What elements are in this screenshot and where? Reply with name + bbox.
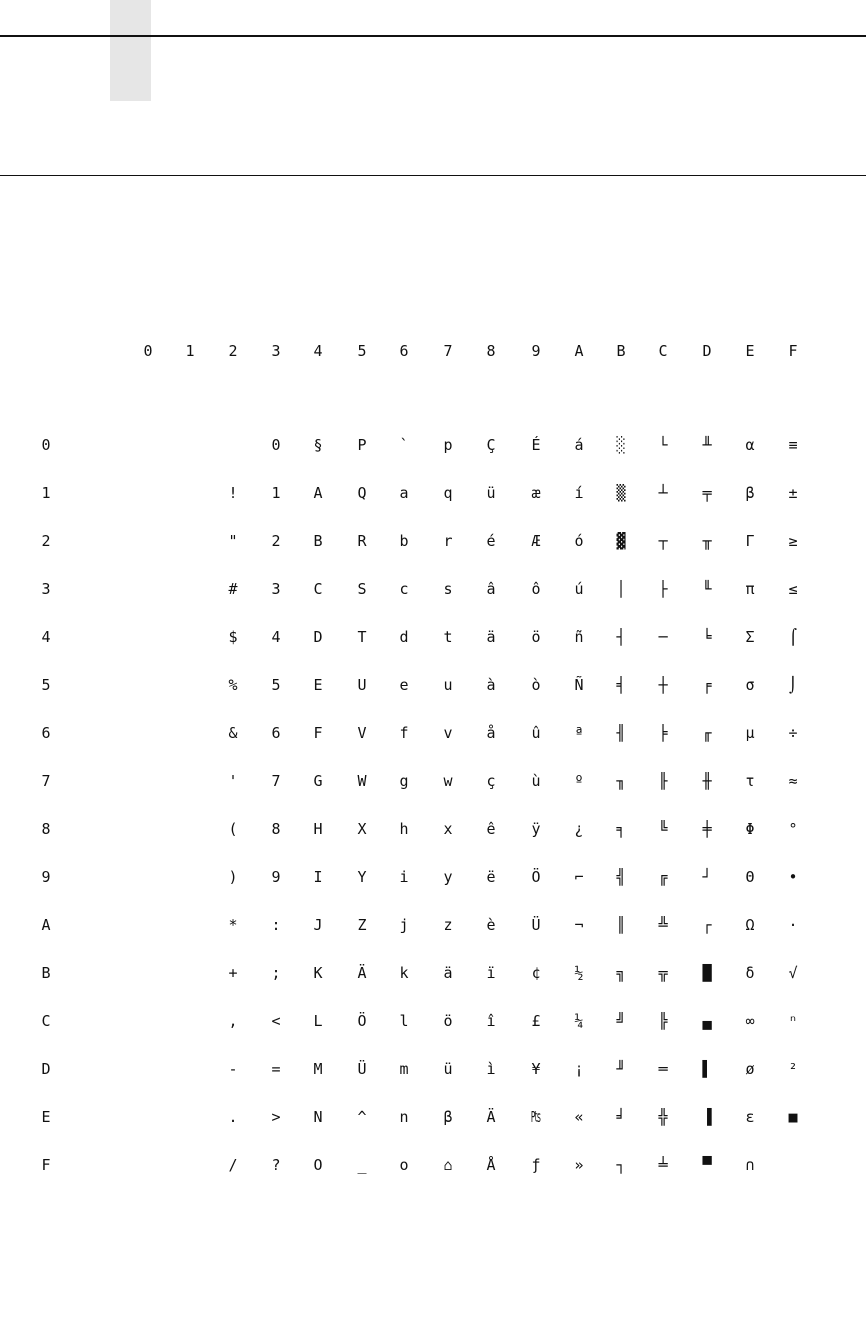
char-cell-93: ô	[531, 580, 541, 598]
column-header-A: A	[574, 342, 584, 360]
char-cell-E0: α	[745, 436, 755, 454]
char-cell-9F: ƒ	[531, 1156, 541, 1174]
char-cell-4C: L	[313, 1012, 323, 1030]
char-cell-D8: ╪	[702, 820, 712, 838]
char-cell-E2: Γ	[745, 532, 755, 550]
char-cell-43: C	[313, 580, 323, 598]
char-cell-E9: Θ	[745, 868, 755, 886]
char-cell-4E: N	[313, 1108, 323, 1126]
char-cell-D3: ╙	[702, 580, 712, 598]
char-cell-C1: ┴	[658, 484, 668, 502]
char-cell-ED: ø	[745, 1060, 755, 1078]
char-cell-2C: ,	[228, 1012, 238, 1030]
char-cell-BC: ╝	[616, 1012, 626, 1030]
char-cell-EB: δ	[745, 964, 755, 982]
char-cell-C4: ─	[658, 628, 668, 646]
char-cell-F4: ⌠	[788, 628, 798, 646]
char-cell-84: ä	[486, 628, 496, 646]
char-cell-6A: j	[399, 916, 409, 934]
char-cell-76: v	[443, 724, 453, 742]
char-cell-EA: Ω	[745, 916, 755, 934]
char-cell-3B: ;	[271, 964, 281, 982]
char-cell-A9: ⌐	[574, 868, 584, 886]
char-cell-5F: _	[357, 1156, 367, 1174]
char-cell-60: `	[399, 436, 409, 454]
row-header-4: 4	[41, 628, 51, 646]
char-cell-5D: Ü	[357, 1060, 367, 1078]
char-cell-22: "	[228, 532, 238, 550]
char-cell-91: æ	[531, 484, 541, 502]
char-cell-9C: £	[531, 1012, 541, 1030]
column-header-0: 0	[143, 342, 153, 360]
row-header-B: B	[41, 964, 51, 982]
char-cell-51: Q	[357, 484, 367, 502]
char-cell-79: y	[443, 868, 453, 886]
char-cell-94: ö	[531, 628, 541, 646]
char-cell-AB: ½	[574, 964, 584, 982]
char-cell-CB: ╦	[658, 964, 668, 982]
char-cell-DC: ▄	[702, 1012, 712, 1030]
char-cell-37: 7	[271, 772, 281, 790]
char-cell-CF: ╧	[658, 1156, 668, 1174]
row-header-8: 8	[41, 820, 51, 838]
char-cell-D4: ╘	[702, 628, 712, 646]
char-cell-58: X	[357, 820, 367, 838]
char-cell-C8: ╚	[658, 820, 668, 838]
char-cell-30: 0	[271, 436, 281, 454]
char-cell-AE: «	[574, 1108, 584, 1126]
char-cell-25: %	[228, 676, 238, 694]
char-cell-9D: ¥	[531, 1060, 541, 1078]
char-cell-5A: Z	[357, 916, 367, 934]
char-cell-3D: =	[271, 1060, 281, 1078]
char-cell-5C: Ö	[357, 1012, 367, 1030]
char-cell-D9: ┘	[702, 868, 712, 886]
char-cell-FC: ⁿ	[788, 1012, 798, 1030]
char-cell-B6: ╢	[616, 724, 626, 742]
char-cell-C7: ╟	[658, 772, 668, 790]
char-cell-54: T	[357, 628, 367, 646]
char-cell-E8: Φ	[745, 820, 755, 838]
char-cell-B9: ╣	[616, 868, 626, 886]
row-header-1: 1	[41, 484, 51, 502]
char-cell-FA: ·	[788, 916, 798, 934]
char-cell-31: 1	[271, 484, 281, 502]
char-cell-8B: ï	[486, 964, 496, 982]
char-cell-96: û	[531, 724, 541, 742]
char-cell-4A: J	[313, 916, 323, 934]
char-cell-DD: ▌	[702, 1060, 712, 1078]
char-cell-41: A	[313, 484, 323, 502]
char-cell-D1: ╤	[702, 484, 712, 502]
column-header-9: 9	[531, 342, 541, 360]
char-cell-C9: ╔	[658, 868, 668, 886]
char-cell-E6: µ	[745, 724, 755, 742]
char-cell-FE: ■	[788, 1108, 798, 1126]
char-cell-A8: ¿	[574, 820, 584, 838]
char-cell-68: h	[399, 820, 409, 838]
char-cell-C5: ┼	[658, 676, 668, 694]
char-cell-A7: º	[574, 772, 584, 790]
char-cell-63: c	[399, 580, 409, 598]
char-cell-A5: Ñ	[574, 676, 584, 694]
char-cell-34: 4	[271, 628, 281, 646]
char-cell-A4: ñ	[574, 628, 584, 646]
char-cell-73: s	[443, 580, 453, 598]
char-cell-A1: í	[574, 484, 584, 502]
char-cell-71: q	[443, 484, 453, 502]
column-header-3: 3	[271, 342, 281, 360]
char-cell-E1: β	[745, 484, 755, 502]
char-cell-2E: .	[228, 1108, 238, 1126]
char-cell-5B: Ä	[357, 964, 367, 982]
char-cell-90: É	[531, 436, 541, 454]
char-cell-9E: ₧	[531, 1108, 541, 1126]
char-cell-B4: ┤	[616, 628, 626, 646]
char-cell-CE: ╬	[658, 1108, 668, 1126]
char-cell-85: à	[486, 676, 496, 694]
char-cell-70: p	[443, 436, 453, 454]
char-cell-AA: ¬	[574, 916, 584, 934]
row-header-D: D	[41, 1060, 51, 1078]
char-cell-6B: k	[399, 964, 409, 982]
char-cell-DE: ▐	[702, 1108, 712, 1126]
char-cell-B0: ░	[616, 436, 626, 454]
char-cell-29: )	[228, 868, 238, 886]
char-cell-62: b	[399, 532, 409, 550]
char-cell-F7: ≈	[788, 772, 798, 790]
char-cell-8E: Ä	[486, 1108, 496, 1126]
column-header-1: 1	[185, 342, 195, 360]
char-cell-DF: ▀	[702, 1156, 712, 1174]
char-cell-44: D	[313, 628, 323, 646]
column-header-6: 6	[399, 342, 409, 360]
char-cell-A6: ª	[574, 724, 584, 742]
char-cell-78: x	[443, 820, 453, 838]
char-cell-8A: è	[486, 916, 496, 934]
char-cell-BB: ╗	[616, 964, 626, 982]
char-cell-BD: ╜	[616, 1060, 626, 1078]
char-cell-C0: └	[658, 436, 668, 454]
char-cell-98: ÿ	[531, 820, 541, 838]
char-cell-B7: ╖	[616, 772, 626, 790]
row-header-E: E	[41, 1108, 51, 1126]
char-cell-BE: ╛	[616, 1108, 626, 1126]
char-cell-67: g	[399, 772, 409, 790]
column-header-7: 7	[443, 342, 453, 360]
char-cell-B1: ▒	[616, 484, 626, 502]
char-cell-6C: l	[399, 1012, 409, 1030]
char-cell-F3: ≤	[788, 580, 798, 598]
char-cell-AD: ¡	[574, 1060, 584, 1078]
char-cell-F2: ≥	[788, 532, 798, 550]
char-cell-CA: ╩	[658, 916, 668, 934]
char-cell-72: r	[443, 532, 453, 550]
char-cell-87: ç	[486, 772, 496, 790]
char-cell-81: ü	[486, 484, 496, 502]
char-cell-6F: o	[399, 1156, 409, 1174]
char-cell-6E: n	[399, 1108, 409, 1126]
char-cell-49: I	[313, 868, 323, 886]
row-header-7: 7	[41, 772, 51, 790]
char-cell-B8: ╕	[616, 820, 626, 838]
char-cell-5E: ^	[357, 1108, 367, 1126]
char-cell-48: H	[313, 820, 323, 838]
row-header-2: 2	[41, 532, 51, 550]
char-cell-23: #	[228, 580, 238, 598]
row-header-F: F	[41, 1156, 51, 1174]
char-cell-28: (	[228, 820, 238, 838]
char-cell-7E: β	[443, 1108, 453, 1126]
char-cell-4F: O	[313, 1156, 323, 1174]
char-cell-56: V	[357, 724, 367, 742]
char-cell-3E: >	[271, 1108, 281, 1126]
char-cell-69: i	[399, 868, 409, 886]
char-cell-E5: σ	[745, 676, 755, 694]
char-cell-D7: ╫	[702, 772, 712, 790]
char-cell-8D: ì	[486, 1060, 496, 1078]
char-cell-3F: ?	[271, 1156, 281, 1174]
column-header-8: 8	[486, 342, 496, 360]
char-cell-59: Y	[357, 868, 367, 886]
char-cell-77: w	[443, 772, 453, 790]
char-cell-82: é	[486, 532, 496, 550]
char-cell-BF: ┐	[616, 1156, 626, 1174]
char-cell-6D: m	[399, 1060, 409, 1078]
char-cell-C3: ├	[658, 580, 668, 598]
char-cell-2D: -	[228, 1060, 238, 1078]
char-cell-61: a	[399, 484, 409, 502]
char-cell-7D: ü	[443, 1060, 453, 1078]
column-header-B: B	[616, 342, 626, 360]
char-cell-40: §	[313, 436, 323, 454]
char-cell-83: â	[486, 580, 496, 598]
char-cell-EC: ∞	[745, 1012, 755, 1030]
char-cell-EE: ε	[745, 1108, 755, 1126]
char-cell-D6: ╓	[702, 724, 712, 742]
char-cell-50: P	[357, 436, 367, 454]
column-header-2: 2	[228, 342, 238, 360]
char-cell-80: Ç	[486, 436, 496, 454]
row-header-A: A	[41, 916, 51, 934]
row-header-3: 3	[41, 580, 51, 598]
char-cell-F8: °	[788, 820, 798, 838]
char-cell-7A: z	[443, 916, 453, 934]
char-cell-9A: Ü	[531, 916, 541, 934]
column-header-5: 5	[357, 342, 367, 360]
char-cell-F0: ≡	[788, 436, 798, 454]
char-cell-DA: ┌	[702, 916, 712, 934]
char-cell-AC: ¼	[574, 1012, 584, 1030]
char-cell-7B: ä	[443, 964, 453, 982]
char-cell-F1: ±	[788, 484, 798, 502]
row-header-5: 5	[41, 676, 51, 694]
char-cell-92: Æ	[531, 532, 541, 550]
char-cell-F6: ÷	[788, 724, 798, 742]
char-cell-D2: ╥	[702, 532, 712, 550]
column-header-E: E	[745, 342, 755, 360]
char-cell-4B: K	[313, 964, 323, 982]
char-cell-E7: τ	[745, 772, 755, 790]
column-header-D: D	[702, 342, 712, 360]
char-cell-CC: ╠	[658, 1012, 668, 1030]
char-cell-57: W	[357, 772, 367, 790]
char-cell-7C: ö	[443, 1012, 453, 1030]
char-cell-E4: Σ	[745, 628, 755, 646]
row-header-6: 6	[41, 724, 51, 742]
char-cell-33: 3	[271, 580, 281, 598]
char-cell-97: ù	[531, 772, 541, 790]
char-cell-88: ê	[486, 820, 496, 838]
row-header-0: 0	[41, 436, 51, 454]
char-cell-7F: ⌂	[443, 1156, 453, 1174]
char-cell-3C: <	[271, 1012, 281, 1030]
char-cell-EF: ∩	[745, 1156, 755, 1174]
char-cell-86: å	[486, 724, 496, 742]
char-cell-B3: │	[616, 580, 626, 598]
char-cell-45: E	[313, 676, 323, 694]
char-cell-52: R	[357, 532, 367, 550]
char-cell-9B: ¢	[531, 964, 541, 982]
char-cell-A3: ú	[574, 580, 584, 598]
char-cell-35: 5	[271, 676, 281, 694]
char-cell-A0: á	[574, 436, 584, 454]
char-cell-F5: ⌡	[788, 676, 798, 694]
char-cell-FB: √	[788, 964, 798, 982]
char-cell-39: 9	[271, 868, 281, 886]
char-cell-AF: »	[574, 1156, 584, 1174]
char-cell-3A: :	[271, 916, 281, 934]
char-cell-32: 2	[271, 532, 281, 550]
column-header-C: C	[658, 342, 668, 360]
char-cell-A2: ó	[574, 532, 584, 550]
char-cell-46: F	[313, 724, 323, 742]
char-cell-53: S	[357, 580, 367, 598]
char-cell-BA: ║	[616, 916, 626, 934]
char-cell-CD: ═	[658, 1060, 668, 1078]
char-cell-99: Ö	[531, 868, 541, 886]
char-cell-89: ë	[486, 868, 496, 886]
char-cell-D0: ╨	[702, 436, 712, 454]
char-cell-75: u	[443, 676, 453, 694]
char-cell-2A: *	[228, 916, 238, 934]
char-cell-42: B	[313, 532, 323, 550]
char-cell-C2: ┬	[658, 532, 668, 550]
char-cell-47: G	[313, 772, 323, 790]
char-cell-8C: î	[486, 1012, 496, 1030]
column-header-F: F	[788, 342, 798, 360]
char-cell-21: !	[228, 484, 238, 502]
row-header-9: 9	[41, 868, 51, 886]
column-header-4: 4	[313, 342, 323, 360]
char-cell-D5: ╒	[702, 676, 712, 694]
char-cell-B2: ▓	[616, 532, 626, 550]
char-cell-66: f	[399, 724, 409, 742]
char-cell-C6: ╞	[658, 724, 668, 742]
char-cell-F9: •	[788, 868, 798, 886]
char-cell-B5: ╡	[616, 676, 626, 694]
char-cell-E3: π	[745, 580, 755, 598]
char-cell-2B: +	[228, 964, 238, 982]
row-header-C: C	[41, 1012, 51, 1030]
char-cell-26: &	[228, 724, 238, 742]
char-cell-38: 8	[271, 820, 281, 838]
char-cell-95: ò	[531, 676, 541, 694]
char-cell-4D: M	[313, 1060, 323, 1078]
char-cell-8F: Å	[486, 1156, 496, 1174]
char-cell-65: e	[399, 676, 409, 694]
char-cell-36: 6	[271, 724, 281, 742]
char-cell-74: t	[443, 628, 453, 646]
char-cell-24: $	[228, 628, 238, 646]
char-cell-FD: ²	[788, 1060, 798, 1078]
char-cell-DB: █	[702, 964, 712, 982]
char-cell-64: d	[399, 628, 409, 646]
char-cell-55: U	[357, 676, 367, 694]
char-cell-2F: /	[228, 1156, 238, 1174]
char-cell-27: '	[228, 772, 238, 790]
